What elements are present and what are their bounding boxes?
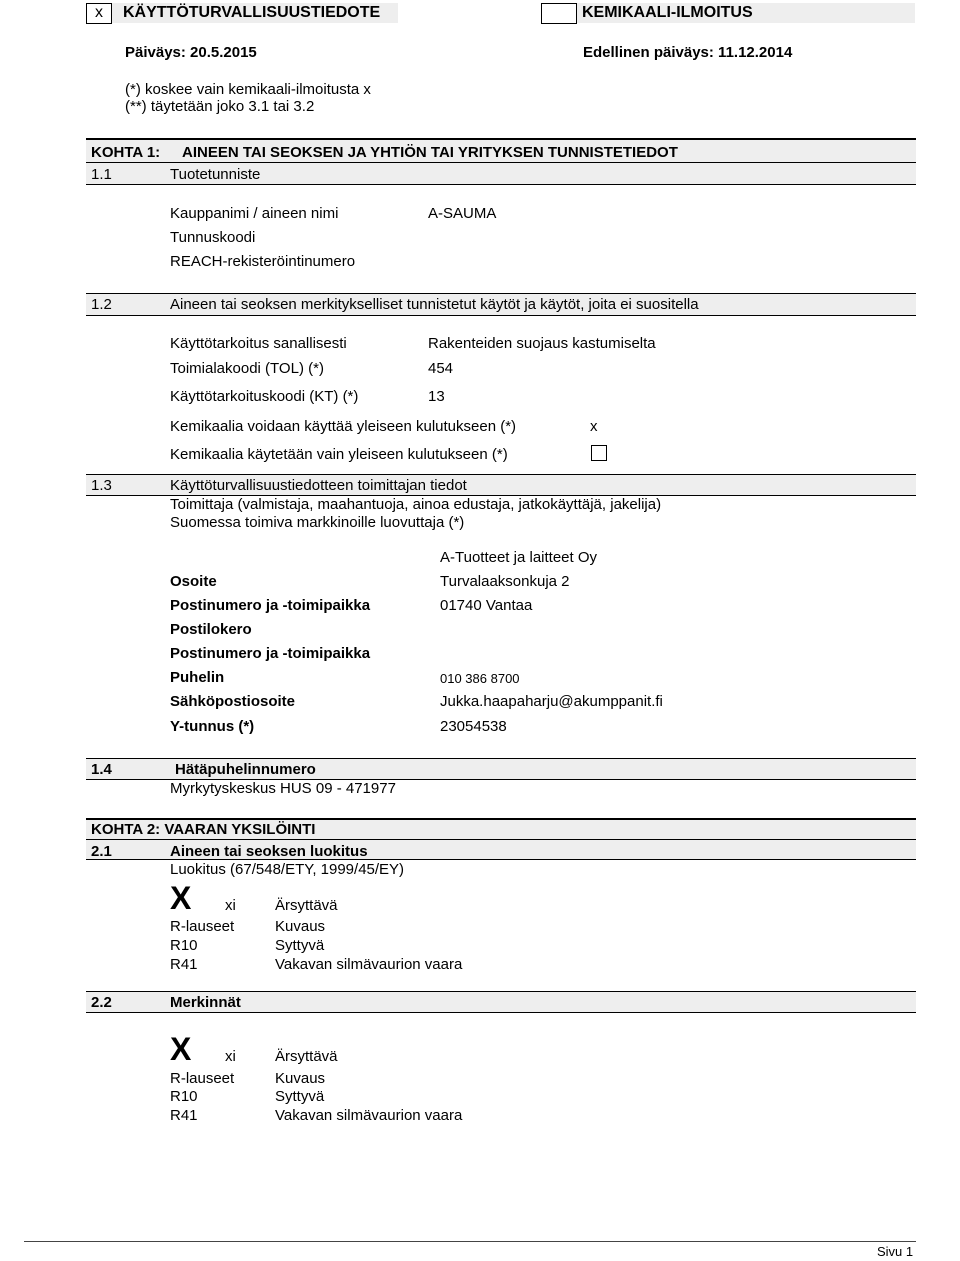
s12-title: Aineen tai seoksen merkitykselliset tunnistetut käytöt ja käytöt, joita ei suositella xyxy=(170,296,699,313)
phone-value: 010 386 8700 xyxy=(440,671,520,686)
label-r41-description: Vakavan silmävaurion vaara xyxy=(275,1107,463,1124)
s12-rule xyxy=(86,315,916,316)
s14-number: 1.4 xyxy=(91,761,112,778)
s12-number: 1.2 xyxy=(91,296,112,313)
general-use-label: Kemikaalia voidaan käyttää yleiseen kulutukseen (*) xyxy=(170,418,517,435)
label-r-description-label: Kuvaus xyxy=(275,1070,326,1087)
tol-label: Toimialakoodi (TOL) (*) xyxy=(170,360,324,377)
chemical-notification-title: KEMIKAALI-ILMOITUS xyxy=(582,4,753,21)
ytunnus-label: Y-tunnus (*) xyxy=(170,718,255,735)
kt-value: 13 xyxy=(428,388,445,405)
s14-title: Hätäpuhelinnumero xyxy=(175,761,316,778)
address-value: Turvalaaksonkuja 2 xyxy=(440,573,570,590)
emergency-number: Myrkytyskeskus HUS 09 - 471977 xyxy=(170,780,396,797)
footer-rule xyxy=(24,1241,916,1242)
kt-label: Käyttötarkoituskoodi (KT) (*) xyxy=(170,388,359,405)
label-name: Ärsyttävä xyxy=(275,1048,338,1065)
chemical-notification-checkbox[interactable] xyxy=(541,3,577,24)
s21-title: Aineen tai seoksen luokitus xyxy=(170,843,368,860)
company-name: A-Tuotteet ja laitteet Oy xyxy=(440,549,598,566)
trade-name-label: Kauppanimi / aineen nimi xyxy=(170,205,339,222)
previous-date: Edellinen päiväys: 11.12.2014 xyxy=(583,44,793,61)
section1-number: KOHTA 1: xyxy=(91,144,161,161)
s22-rule xyxy=(86,1012,916,1013)
s22-title: Merkinnät xyxy=(170,994,241,1011)
tol-value: 454 xyxy=(428,360,454,377)
r-phrases-label: R-lauseet xyxy=(170,918,235,935)
email-value[interactable]: Jukka.haapaharju@akumppanit.fi xyxy=(440,693,663,710)
classification-basis: Luokitus (67/548/ETY, 1999/45/EY) xyxy=(170,861,405,878)
s11-number: 1.1 xyxy=(91,166,112,183)
class-code: xi xyxy=(225,897,236,914)
use-label: Käyttötarkoitus sanallisesti xyxy=(170,335,347,352)
s13-title: Käyttöturvallisuustiedotteen toimittajan tiedot xyxy=(170,477,467,494)
r41-description: Vakavan silmävaurion vaara xyxy=(275,956,463,973)
supplier-line1: Toimittaja (valmistaja, maahantuoja, ainoa edustaja, jatkokäyttäjä, jakelija) xyxy=(170,496,662,513)
s21-rule xyxy=(86,859,916,860)
only-general-use-checkbox[interactable] xyxy=(591,445,607,461)
r-description-label: Kuvaus xyxy=(275,918,326,935)
reach-label: REACH-rekisteröintinumero xyxy=(170,253,356,270)
r41-code: R41 xyxy=(170,956,198,973)
only-general-use-label: Kemikaalia käytetään vain yleiseen kulutukseen (*) xyxy=(170,446,508,463)
postal-label: Postinumero ja -toimipaikka xyxy=(170,597,371,614)
label-xi-hazard-symbol-icon: X xyxy=(170,1031,192,1067)
label-r10-description: Syttyvä xyxy=(275,1088,325,1105)
s21-number: 2.1 xyxy=(91,843,112,860)
label-r-phrases-label: R-lauseet xyxy=(170,1070,235,1087)
trade-name-value: A-SAUMA xyxy=(428,205,497,222)
s13-number: 1.3 xyxy=(91,477,112,494)
r10-code: R10 xyxy=(170,937,198,954)
postal2-label: Postinumero ja -toimipaikka xyxy=(170,645,371,662)
r10-description: Syttyvä xyxy=(275,937,325,954)
note-chemical-only: (*) koskee vain kemikaali-ilmoitusta x xyxy=(125,81,371,98)
address-label: Osoite xyxy=(170,573,217,590)
note-fill-either: (**) täytetään joko 3.1 tai 3.2 xyxy=(125,98,315,115)
sds-checkbox[interactable]: x xyxy=(86,3,112,24)
xi-hazard-symbol-icon: X xyxy=(170,880,192,916)
sds-title: KÄYTTÖTURVALLISUUSTIEDOTE xyxy=(123,4,381,21)
class-name: Ärsyttävä xyxy=(275,897,338,914)
s22-number: 2.2 xyxy=(91,994,112,1011)
pobox-label: Postilokero xyxy=(170,621,252,638)
postal-value: 01740 Vantaa xyxy=(440,597,533,614)
date: Päiväys: 20.5.2015 xyxy=(125,44,257,61)
general-use-value[interactable]: x xyxy=(590,418,598,435)
page-number: Sivu 1 xyxy=(877,1244,914,1259)
label-r10-code: R10 xyxy=(170,1088,198,1105)
s11-rule xyxy=(86,184,916,185)
supplier-line2: Suomessa toimiva markkinoille luovuttaja (*) xyxy=(170,514,465,531)
s11-title: Tuotetunniste xyxy=(170,166,261,183)
label-r41-code: R41 xyxy=(170,1107,198,1124)
section1-heading: AINEEN TAI SEOKSEN JA YHTIÖN TAI YRITYKSEN TUNNISTETIEDOT xyxy=(182,144,678,161)
phone-label: Puhelin xyxy=(170,669,225,686)
email-label: Sähköpostiosoite xyxy=(170,693,296,710)
ytunnus-value: 23054538 xyxy=(440,718,507,735)
label-code: xi xyxy=(225,1048,236,1065)
id-code-label: Tunnuskoodi xyxy=(170,229,256,246)
use-value: Rakenteiden suojaus kastumiselta xyxy=(428,335,656,352)
section2-heading: KOHTA 2: VAARAN YKSILÖINTI xyxy=(91,821,316,838)
